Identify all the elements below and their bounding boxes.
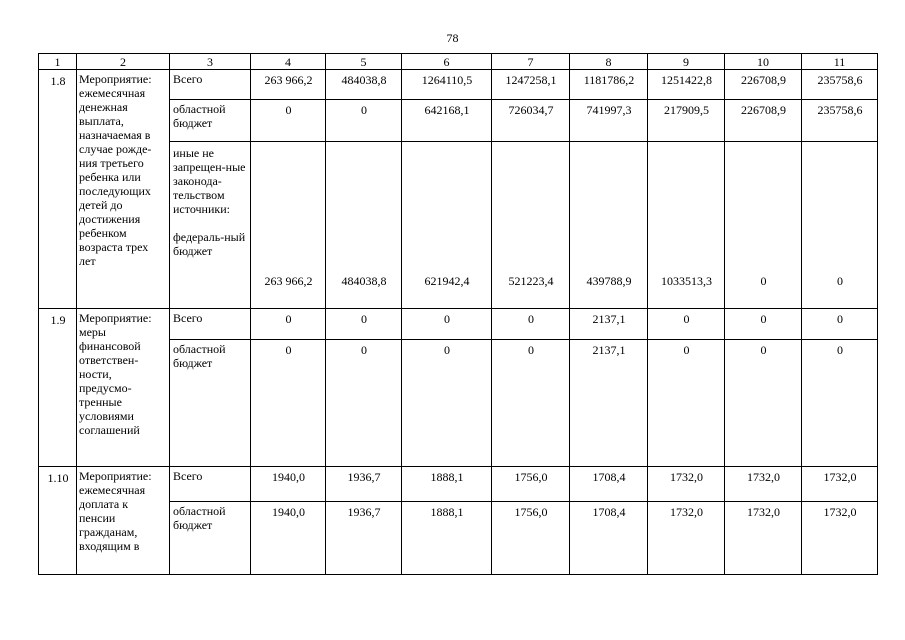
value-cell: 1732,0 <box>725 467 802 502</box>
funding-source-cell <box>170 467 251 502</box>
column-header: 7 <box>492 54 570 70</box>
value-cell: 0 <box>492 340 570 467</box>
value-cell: 1756,0 <box>492 467 570 502</box>
column-header: 11 <box>802 54 878 70</box>
funding-source-label: областной бюджет <box>173 342 226 370</box>
value-cell: 235758,6 <box>802 100 878 142</box>
funding-source-label: Всего <box>173 469 203 483</box>
item-number: 1.9 <box>39 309 77 467</box>
funding-source-cell <box>170 502 251 575</box>
value-cell: 484038,8 <box>326 70 402 100</box>
value-cell: 741997,3 <box>570 100 648 142</box>
value-cell: 621942,4 <box>402 142 492 309</box>
value-cell: 1251422,8 <box>648 70 725 100</box>
funding-source-label: областной бюджет <box>173 504 226 532</box>
table-row <box>39 309 878 340</box>
column-header: 2 <box>77 54 170 70</box>
spacer <box>173 216 248 230</box>
value-cell: 521223,4 <box>492 142 570 309</box>
value-cell: 1732,0 <box>802 502 878 575</box>
value-cell: 0 <box>725 142 802 309</box>
value-cell: 0 <box>648 309 725 340</box>
value-cell: 1888,1 <box>402 467 492 502</box>
funding-source-cell <box>170 340 251 467</box>
value-cell: 0 <box>251 309 326 340</box>
value-cell: 726034,7 <box>492 100 570 142</box>
funding-source-label: Всего <box>173 72 203 86</box>
funding-source-cell <box>170 100 251 142</box>
value-cell: 1936,7 <box>326 467 402 502</box>
value-cell: 0 <box>402 340 492 467</box>
value-cell: 1247258,1 <box>492 70 570 100</box>
value-cell: 1732,0 <box>802 467 878 502</box>
value-cell: 263 966,2 <box>251 142 326 309</box>
table-body <box>39 54 878 575</box>
value-cell: 0 <box>402 309 492 340</box>
value-cell: 1756,0 <box>492 502 570 575</box>
funding-source-cell <box>170 142 251 309</box>
value-cell: 1264110,5 <box>402 70 492 100</box>
funding-source-cell <box>170 70 251 100</box>
item-description: Мероприятие: ежемесячная доплата к пенсии гражданам, входящим в <box>77 467 170 575</box>
value-cell: 0 <box>326 309 402 340</box>
funding-source-cell <box>170 309 251 340</box>
value-cell: 0 <box>251 100 326 142</box>
item-description: Мероприятие: ежемесячная денежная выплата, назначаемая в случае рожде-ния третьего ребенка или последующих детей до достижения ребенком возраста трех лет <box>77 70 170 309</box>
value-cell: 235758,6 <box>802 70 878 100</box>
value-cell: 439788,9 <box>570 142 648 309</box>
value-cell: 1732,0 <box>648 502 725 575</box>
column-header: 8 <box>570 54 648 70</box>
item-number: 1.8 <box>39 70 77 309</box>
table-row <box>39 70 878 100</box>
value-cell: 0 <box>492 309 570 340</box>
value-cell: 1732,0 <box>725 502 802 575</box>
value-cell: 1936,7 <box>326 502 402 575</box>
column-header: 10 <box>725 54 802 70</box>
funding-source-note: иные не запрещен-ные законода-тельством источники: <box>173 146 246 216</box>
item-number: 1.10 <box>39 467 77 575</box>
value-cell: 1732,0 <box>648 467 725 502</box>
table-row <box>39 467 878 502</box>
column-header: 3 <box>170 54 251 70</box>
value-cell: 0 <box>802 142 878 309</box>
value-cell: 226708,9 <box>725 70 802 100</box>
value-cell: 1888,1 <box>402 502 492 575</box>
value-cell: 0 <box>725 309 802 340</box>
value-cell: 1181786,2 <box>570 70 648 100</box>
funding-source-label: областной бюджет <box>173 102 226 130</box>
value-cell: 263 966,2 <box>251 70 326 100</box>
column-header: 9 <box>648 54 725 70</box>
column-header: 6 <box>402 54 492 70</box>
page-number: 78 <box>446 31 459 45</box>
value-cell: 0 <box>802 340 878 467</box>
value-cell: 484038,8 <box>326 142 402 309</box>
column-header: 5 <box>326 54 402 70</box>
value-cell: 2137,1 <box>570 340 648 467</box>
value-cell: 0 <box>802 309 878 340</box>
value-cell: 226708,9 <box>725 100 802 142</box>
value-cell: 217909,5 <box>648 100 725 142</box>
value-cell: 642168,1 <box>402 100 492 142</box>
value-cell: 0 <box>326 100 402 142</box>
item-description: Мероприятие: меры финансовой ответствен-ности, предусмо-тренные условиями соглашений <box>77 309 170 467</box>
value-cell: 0 <box>648 340 725 467</box>
funding-source-label: Всего <box>173 311 203 325</box>
value-cell: 0 <box>251 340 326 467</box>
value-cell: 1033513,3 <box>648 142 725 309</box>
value-cell: 0 <box>326 340 402 467</box>
header-row <box>39 54 878 70</box>
value-cell: 2137,1 <box>570 309 648 340</box>
column-header: 1 <box>39 54 77 70</box>
value-cell: 1708,4 <box>570 467 648 502</box>
value-cell: 1940,0 <box>251 502 326 575</box>
value-cell: 1940,0 <box>251 467 326 502</box>
value-cell: 0 <box>725 340 802 467</box>
budget-table <box>38 53 878 575</box>
column-header: 4 <box>251 54 326 70</box>
value-cell: 1708,4 <box>570 502 648 575</box>
funding-source-label: федераль-ный бюджет <box>173 230 246 258</box>
